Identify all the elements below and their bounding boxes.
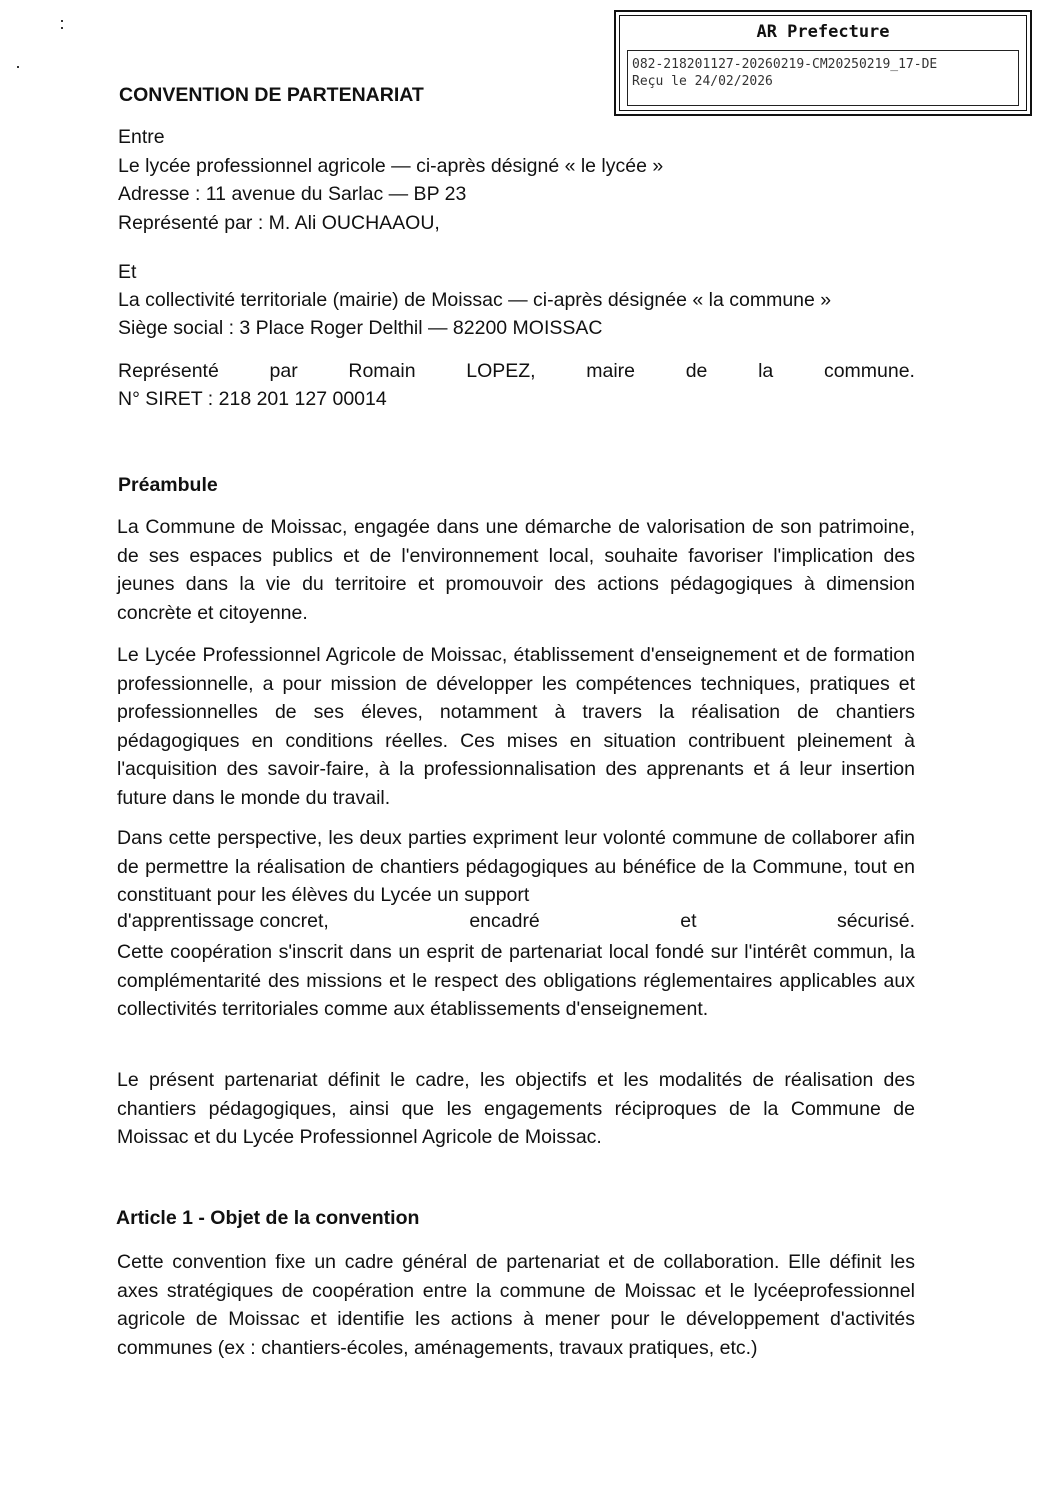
- party1-address: Adresse : 11 avenue du Sarlac — BP 23: [118, 183, 467, 205]
- document-title: CONVENTION DE PARTENARIAT: [119, 84, 424, 106]
- party2-seat: Siège social : 3 Place Roger Delthil — 82200 MOISSAC: [118, 317, 603, 339]
- preamble-paragraph-1: La Commune de Moissac, engagée dans une démarche de valorisation de son patrimoine, de ses espaces publics et de l'environnement local, souhaite favoriser l'implication des jeunes dans la vie du territoire et promouvoir des actions pédagogiques à dimension concrète et citoyenne.: [117, 516, 915, 624]
- p3b-word: d'apprentissage concret,: [117, 910, 329, 932]
- rep-word: par: [269, 360, 298, 382]
- preamble-paragraph-3b: [117, 910, 915, 933]
- party1-intro: Entre: [118, 126, 165, 148]
- article1-body: Cette convention fixe un cadre général de partenariat et de collaboration. Elle définit les axes stratégiques de coopération entre la commune de Moissac et le lycéeprofessionnel agricole de Moissac et identifie les actions à mener pour le développement d'activités communes (ex : chantiers-écoles, aménagements, travaux pratiques, etc.): [117, 1251, 915, 1359]
- preamble-paragraph-4: Le présent partenariat définit le cadre, les objectifs et les modalités de réalisation des chantiers pédagogiques, ainsi que les engagements réciproques de la Commune de Moissac et du Lycée Professionnel Agricole de Moissac.: [117, 1069, 915, 1148]
- scan-speck: [17, 66, 19, 68]
- rep-word: maire: [586, 360, 636, 382]
- preamble-paragraph-2: Le Lycée Professionnel Agricole de Moissac, établissement d'enseignement et de formation professionnelle, a pour mission de développer les compétences techniques, pratiques et professionnelles de ses éleves, notamment à travers la réalisation de chantiers pédagogiques en conditions réelles. Ces mises en situation contribuent pleinement à l'acquisition des savoir-faire, à la professionnalisation des apprenants et á leur insertion future dans le monde du travail.: [117, 644, 915, 809]
- stamp-received-date: Reçu le 24/02/2026: [632, 74, 773, 89]
- stamp-title: AR Prefecture: [756, 22, 890, 42]
- scan-speck: [61, 27, 63, 29]
- party1-name: Le lycée professionnel agricole — ci-après désigné « le lycée »: [118, 155, 664, 177]
- rep-word: Représenté: [118, 360, 219, 382]
- rep-word: Romain: [348, 360, 416, 382]
- stamp-reference: 082-218201127-20260219-CM20250219_17-DE: [632, 57, 938, 72]
- rep-word: commune.: [823, 360, 915, 382]
- preamble-heading: Préambule: [118, 474, 218, 496]
- p3b-word: encadré: [469, 910, 540, 932]
- article1-heading: Article 1 - Objet de la convention: [116, 1207, 420, 1229]
- party2-representative: [118, 360, 915, 383]
- prefecture-stamp: [614, 10, 1032, 116]
- rep-word: LOPEZ,: [466, 360, 536, 382]
- p3b-word: et: [680, 910, 697, 932]
- scan-speck: [61, 20, 63, 22]
- stamp-reference-box: [627, 50, 1019, 106]
- party1-representative: Représenté par : M. Ali OUCHAAOU,: [118, 212, 440, 234]
- party2-name: La collectivité territoriale (mairie) de Moissac — ci-après désignée « la commune »: [118, 289, 832, 311]
- preamble-paragraph-3a: Dans cette perspective, les deux parties expriment leur volonté commune de collaborer afin de permettre la réalisation de chantiers pédagogiques au bénéfice de la Commune, tout en constituant pour les élèves du Lycée un support: [117, 827, 915, 906]
- rep-word: de: [685, 360, 708, 382]
- preamble-paragraph-3c: Cette coopération s'inscrit dans un esprit de partenariat local fondé sur l'intérêt commun, la complémentarité des missions et le respect des obligations réglementaires applicables aux collectivités territoriales comme aux établissements d'enseignement.: [117, 941, 915, 1020]
- party2-intro: Et: [118, 261, 137, 283]
- party2-siret: N° SIRET : 218 201 127 00014: [118, 388, 387, 410]
- rep-word: la: [758, 360, 774, 382]
- p3b-word: sécurisé.: [836, 910, 915, 932]
